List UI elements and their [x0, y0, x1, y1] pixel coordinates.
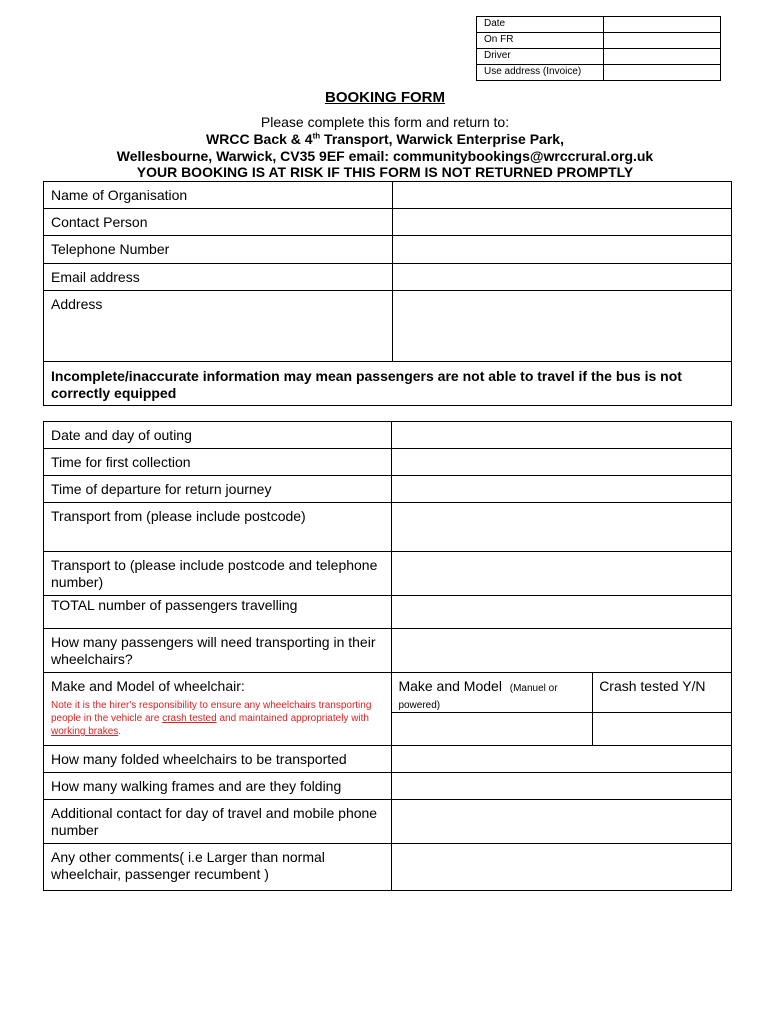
field-transport-to[interactable] [392, 552, 732, 596]
page-title: BOOKING FORM [325, 89, 445, 106]
office-field-use-address[interactable] [603, 65, 720, 81]
crash-tested-column-header: Crash tested Y/N [593, 673, 732, 713]
label-return-departure: Time of departure for return journey [44, 476, 392, 503]
field-other-comments[interactable] [392, 844, 732, 891]
label-additional-contact: Additional contact for day of travel and mobile phone number [44, 800, 392, 844]
table-row [44, 844, 732, 891]
field-walking-frames[interactable] [392, 773, 732, 800]
label-other-comments: Any other comments( i.e Larger than normal wheelchair, passenger recumbent ) [44, 844, 392, 891]
office-field-on-fr[interactable] [603, 33, 720, 49]
table-row [44, 503, 732, 552]
field-wheelchair-make-model[interactable] [392, 713, 593, 746]
make-model-column-header [392, 673, 593, 713]
field-first-collection[interactable] [392, 449, 732, 476]
table-row [44, 449, 732, 476]
field-organisation[interactable] [392, 182, 731, 209]
office-field-date[interactable] [603, 17, 720, 33]
table-row [44, 291, 732, 362]
table-row [44, 476, 732, 503]
label-transport-to: Transport to (please include postcode and telephone number) [44, 552, 392, 596]
field-folded-wheelchairs[interactable] [392, 746, 732, 773]
label-total-passengers: TOTAL number of passengers travelling [44, 596, 392, 629]
field-wheelchair-passengers[interactable] [392, 629, 732, 673]
table-row [44, 552, 732, 596]
field-email[interactable] [392, 264, 731, 291]
office-field-driver[interactable] [603, 49, 720, 65]
address-line-2: Wellesbourne, Warwick, CV35 9EF email: communitybookings@wrccrural.org.uk [116, 148, 654, 164]
address-line-1: WRCC Back & 4th Transport, Warwick Enterprise Park, [206, 131, 564, 147]
label-date-of-outing: Date and day of outing [44, 422, 392, 449]
intro-text: Please complete this form and return to: [260, 114, 510, 130]
field-total-passengers[interactable] [392, 596, 732, 629]
office-row-date [477, 17, 721, 33]
office-row-use-address [477, 65, 721, 81]
label-organisation: Name of Organisation [44, 182, 393, 209]
table-row [44, 629, 732, 673]
label-contact-person: Contact Person [44, 209, 393, 236]
field-transport-from[interactable] [392, 503, 732, 552]
office-label-on-fr: On FR [477, 33, 604, 49]
table-row [44, 362, 732, 406]
make-model-title: Make and Model [398, 678, 502, 694]
table-row [44, 673, 732, 713]
field-return-departure[interactable] [392, 476, 732, 503]
office-row-on-fr [477, 33, 721, 49]
field-address[interactable] [392, 291, 731, 362]
label-wheelchair-make-model [44, 673, 392, 746]
table-row [44, 264, 732, 291]
table-row [44, 236, 732, 264]
field-crash-tested[interactable] [593, 713, 732, 746]
field-date-of-outing[interactable] [392, 422, 732, 449]
table-row [44, 209, 732, 236]
table-row [44, 800, 732, 844]
office-label-use-address: Use address (Invoice) [477, 65, 604, 81]
office-row-driver [477, 49, 721, 65]
table-row [44, 422, 732, 449]
label-first-collection: Time for first collection [44, 449, 392, 476]
table-row [44, 773, 732, 800]
table-row [44, 182, 732, 209]
office-label-driver: Driver [477, 49, 604, 65]
label-transport-from: Transport from (please include postcode) [44, 503, 392, 552]
outing-details-table [43, 421, 732, 891]
wheelchair-make-model-label: Make and Model of wheelchair: [51, 678, 245, 694]
office-use-table [476, 16, 721, 81]
label-wheelchair-passengers: How many passengers will need transporting in their wheelchairs? [44, 629, 392, 673]
label-walking-frames: How many walking frames and are they folding [44, 773, 392, 800]
risk-warning: YOUR BOOKING IS AT RISK IF THIS FORM IS NOT RETURNED PROMPTLY [136, 164, 634, 180]
field-additional-contact[interactable] [392, 800, 732, 844]
field-telephone[interactable] [392, 236, 731, 264]
label-telephone: Telephone Number [44, 236, 393, 264]
label-email: Email address [44, 264, 393, 291]
label-address: Address [44, 291, 393, 362]
table-row [44, 596, 732, 629]
make-model-hint: (Manuel or powered) [398, 683, 558, 711]
organisation-details-table [43, 181, 732, 406]
field-contact-person[interactable] [392, 209, 731, 236]
wheelchair-note: Note it is the hirer's responsibility to ensure any wheelchairs transporting people in the vehicle are crash tested and maintained appropriately with working brakes. [51, 700, 372, 737]
label-folded-wheelchairs: How many folded wheelchairs to be transported [44, 746, 392, 773]
equipment-notice: Incomplete/inaccurate information may mean passengers are not able to travel if the bus is not correctly equipped [44, 362, 732, 406]
table-row [44, 746, 732, 773]
office-label-date: Date [477, 17, 604, 33]
